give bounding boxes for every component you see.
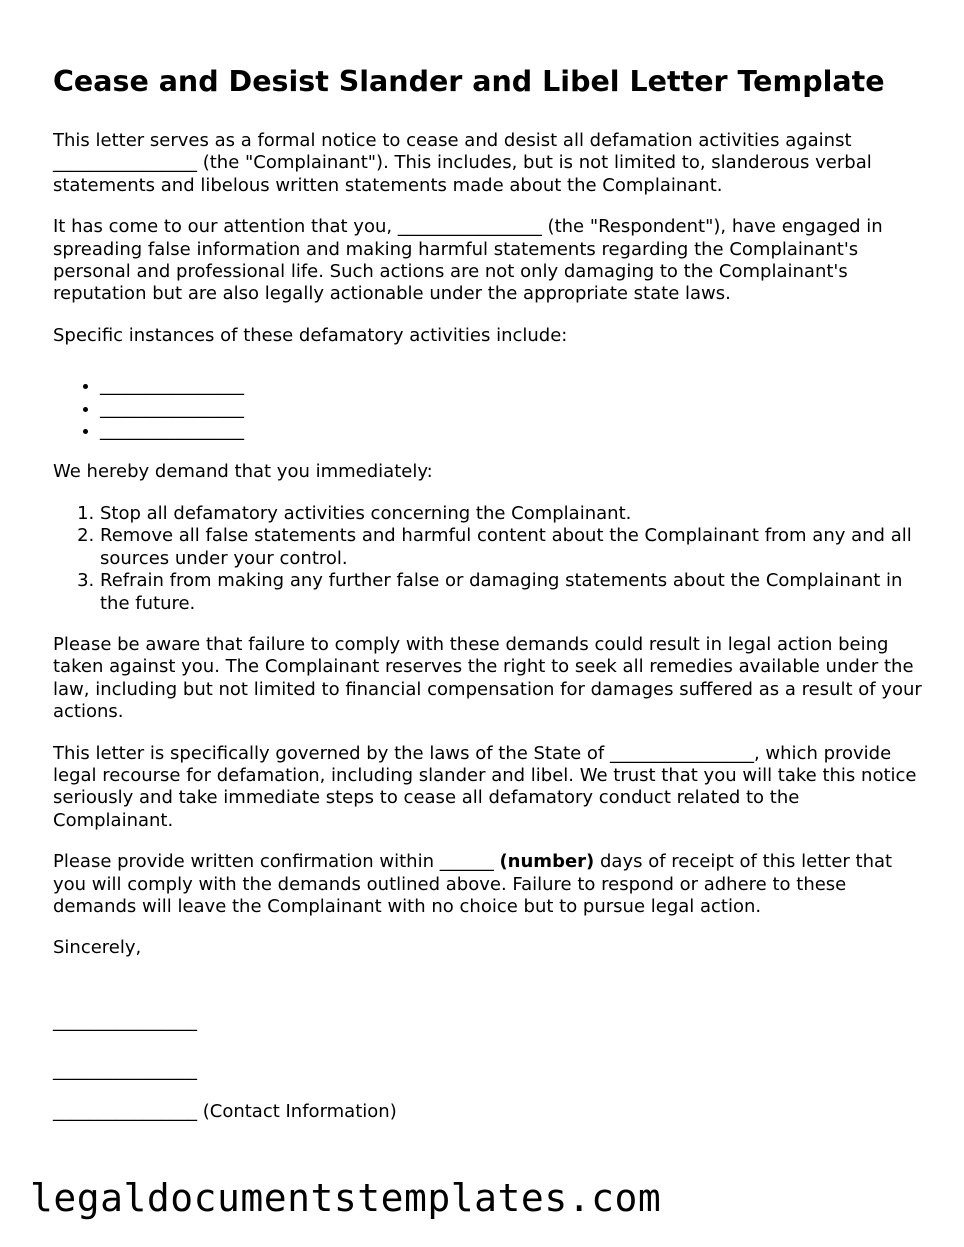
list-item: 1. Stop all defamatory activities concerning the Complainant.: [100, 503, 923, 525]
document-page: [53, 62, 923, 1132]
document-title: Cease and Desist Slander and Libel Letter Template: [53, 65, 885, 98]
closing: Sincerely,: [53, 937, 142, 959]
instances-intro: Specific instances of these defamatory activities include:: [53, 324, 568, 346]
list-item: 2. Remove all false statements and harmful content about the Complainant from any and all sources under your control.: [100, 525, 923, 570]
list-item: • ________________: [100, 398, 923, 420]
confirmation-text-start: Please provide written confirmation within ______: [53, 851, 500, 873]
demands-list: [53, 503, 923, 615]
list-item: • ________________: [100, 375, 923, 397]
signature-line: ________________: [53, 1010, 197, 1032]
list-item: • ________________: [100, 420, 923, 442]
confirmation-text-end: days of receipt of this letter that you will comply with the demands outlined above. Failure to respond or adhere to these demands will leave the Complainant with no choice but to pursue legal action.: [53, 851, 893, 917]
confirmation-paragraph: [53, 851, 923, 918]
demands-intro: We hereby demand that you immediately:: [53, 461, 433, 483]
consequences-paragraph: Please be aware that failure to comply with these demands could result in legal action being taken against you. The Complainant reserves the right to seek all remedies available under the law, including but not limited to financial compensation for damages suffered as a result of your actions.: [53, 633, 922, 723]
contact-line: ________________ (Contact Information): [53, 1100, 397, 1122]
watermark-text: legaldocumentstemplates.com: [30, 1176, 662, 1220]
number-placeholder: (number): [499, 851, 595, 873]
respondent-paragraph: It has come to our attention that you, ________________ (the "Respondent"), have engaged in spreading false information and making harmful statements regarding the Complainant's personal and professional life. Such actions are not only damaging to the Complainant's reputation but are also legally actionable under the appropriate state laws.: [53, 216, 883, 305]
instances-list: [53, 375, 923, 442]
name-line: ________________: [53, 1060, 197, 1082]
governing-law-paragraph: This letter is specifically governed by the laws of the State of ________________, which provide legal recourse for defamation, including slander and libel. We trust that you will take this notice seriously and take immediate steps to cease all defamatory conduct related to the Complainant.: [53, 742, 917, 831]
intro-paragraph: This letter serves as a formal notice to cease and desist all defamation activities against ________________ (the "Complainant"). This includes, but is not limited to, slanderous verbal statements and libelous written statements made about the Complainant.: [53, 130, 872, 196]
list-item: 3. Refrain from making any further false or damaging statements about the Complainant in the future.: [100, 570, 923, 615]
